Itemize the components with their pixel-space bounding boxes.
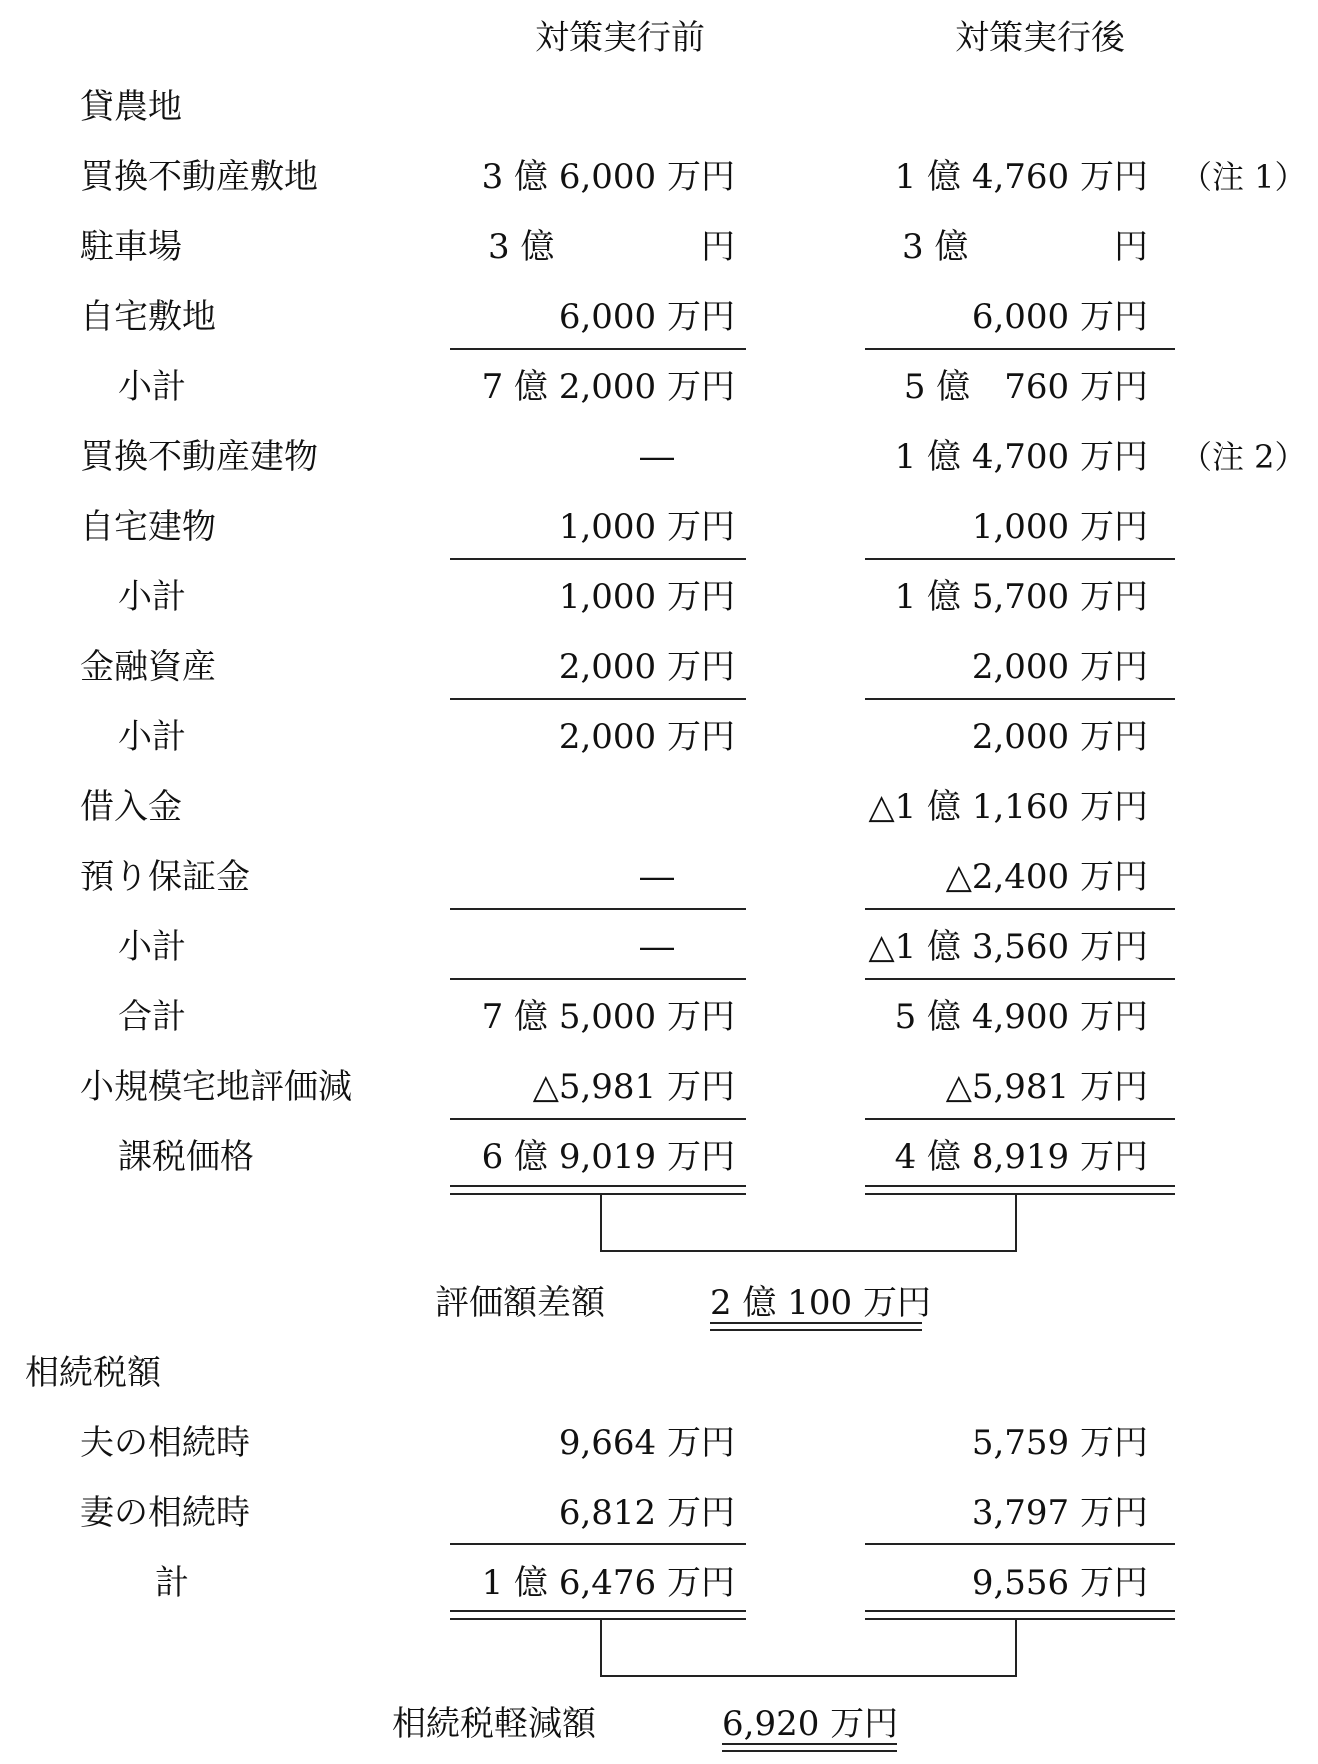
label-borrowings: 借入金 [80, 787, 182, 827]
valuation-diff-underline [710, 1322, 922, 1331]
before-parking-unit: 円 [701, 227, 735, 267]
bracket1-left [600, 1195, 602, 1250]
header-after: 対策実行後 [955, 18, 1125, 58]
bracket2-bottom [600, 1675, 1017, 1677]
before-subtotal-land: 7 億 2,000 万円 [481, 367, 735, 407]
after-parking-unit: 円 [1114, 227, 1148, 267]
after-replacement-building: 1 億 4,700 万円 [894, 437, 1148, 477]
label-subtotal-liabilities: 小計 [118, 927, 186, 967]
valuation-diff-label: 評価額差額 [435, 1283, 605, 1323]
label-subtotal-building: 小計 [118, 577, 186, 617]
bracket1-right [1015, 1195, 1017, 1250]
tax-reduction-value: 6,920 万円 [722, 1704, 899, 1744]
rule-before-6 [450, 1118, 746, 1120]
before-wife-tax: 6,812 万円 [558, 1493, 735, 1533]
after-wife-tax: 3,797 万円 [971, 1493, 1148, 1533]
after-taxable-value: 4 億 8,919 万円 [894, 1137, 1148, 1177]
before-taxable-value: 6 億 9,019 万円 [481, 1137, 735, 1177]
label-replacement-land: 買換不動産敷地 [80, 157, 318, 197]
label-husband-inheritance: 夫の相続時 [80, 1423, 250, 1463]
after-subtotal-liabilities: △1 億 3,560 万円 [868, 927, 1148, 967]
rule-before-5 [450, 978, 746, 980]
tax-reduction-label: 相続税軽減額 [392, 1704, 596, 1744]
before-replacement-land: 3 億 6,000 万円 [481, 157, 735, 197]
rule-after-4 [865, 908, 1175, 910]
label-rented-farmland: 貸農地 [80, 87, 182, 127]
double-rule-after-taxable [865, 1185, 1175, 1195]
double-rule-before-tax-total [450, 1610, 746, 1620]
after-deposits: △2,400 万円 [945, 857, 1148, 897]
after-total: 5 億 4,900 万円 [894, 997, 1148, 1037]
bracket2-right [1015, 1620, 1017, 1675]
before-deposits: ― [640, 857, 674, 897]
rule-after-6 [865, 1118, 1175, 1120]
rule-before-3 [450, 698, 746, 700]
label-subtotal-land: 小計 [118, 367, 186, 407]
double-rule-after-tax-total [865, 1610, 1175, 1620]
after-subtotal-financial: 2,000 万円 [971, 717, 1148, 757]
tax-section-title: 相続税額 [25, 1353, 161, 1393]
label-financial-assets: 金融資産 [80, 647, 216, 687]
note-2: （注 2） [1180, 438, 1307, 476]
label-subtotal-financial: 小計 [118, 717, 186, 757]
label-total: 合計 [118, 997, 186, 1037]
after-tax-total: 9,556 万円 [971, 1563, 1148, 1603]
double-rule-before-taxable [450, 1185, 746, 1195]
label-parking: 駐車場 [80, 227, 182, 267]
label-deposits: 預り保証金 [80, 857, 250, 897]
rule-after-5 [865, 978, 1175, 980]
before-parking-num: 3 億 [488, 227, 555, 267]
before-home-land: 6,000 万円 [558, 297, 735, 337]
before-total: 7 億 5,000 万円 [481, 997, 735, 1037]
after-replacement-land: 1 億 4,760 万円 [894, 157, 1148, 197]
label-taxable-value: 課税価格 [118, 1137, 254, 1177]
before-small-lot-reduction: △5,981 万円 [532, 1067, 735, 1107]
rule-before-tax [450, 1543, 746, 1545]
before-financial-assets: 2,000 万円 [558, 647, 735, 687]
label-small-lot-reduction: 小規模宅地評価減 [80, 1067, 352, 1107]
rule-before-2 [450, 558, 746, 560]
before-husband-tax: 9,664 万円 [558, 1423, 735, 1463]
tax-reduction-underline [722, 1743, 897, 1752]
rule-before-1 [450, 348, 746, 350]
after-borrowings: △1 億 1,160 万円 [868, 787, 1148, 827]
label-tax-total: 計 [155, 1563, 189, 1603]
after-home-land: 6,000 万円 [971, 297, 1148, 337]
after-parking-num: 3 億 [902, 227, 969, 267]
rule-after-3 [865, 698, 1175, 700]
rule-after-1 [865, 348, 1175, 350]
after-small-lot-reduction: △5,981 万円 [945, 1067, 1148, 1107]
before-subtotal-financial: 2,000 万円 [558, 717, 735, 757]
header-before: 対策実行前 [535, 18, 705, 58]
after-financial-assets: 2,000 万円 [971, 647, 1148, 687]
label-wife-inheritance: 妻の相続時 [80, 1493, 250, 1533]
rule-after-2 [865, 558, 1175, 560]
before-home-building: 1,000 万円 [558, 507, 735, 547]
after-subtotal-land: 5 億 760 万円 [903, 367, 1148, 407]
valuation-diff-value: 2 億 100 万円 [710, 1283, 931, 1323]
rule-after-tax [865, 1543, 1175, 1545]
after-husband-tax: 5,759 万円 [971, 1423, 1148, 1463]
after-home-building: 1,000 万円 [971, 507, 1148, 547]
before-subtotal-liabilities: ― [640, 927, 674, 967]
bracket2-left [600, 1620, 602, 1675]
before-tax-total: 1 億 6,476 万円 [481, 1563, 735, 1603]
label-home-building: 自宅建物 [80, 507, 216, 547]
before-subtotal-building: 1,000 万円 [558, 577, 735, 617]
after-subtotal-building: 1 億 5,700 万円 [894, 577, 1148, 617]
note-1: （注 1） [1180, 158, 1307, 196]
bracket1-bottom [600, 1250, 1017, 1252]
label-replacement-building: 買換不動産建物 [80, 437, 318, 477]
before-replacement-building: ― [640, 437, 674, 477]
rule-before-4 [450, 908, 746, 910]
label-home-land: 自宅敷地 [80, 297, 216, 337]
